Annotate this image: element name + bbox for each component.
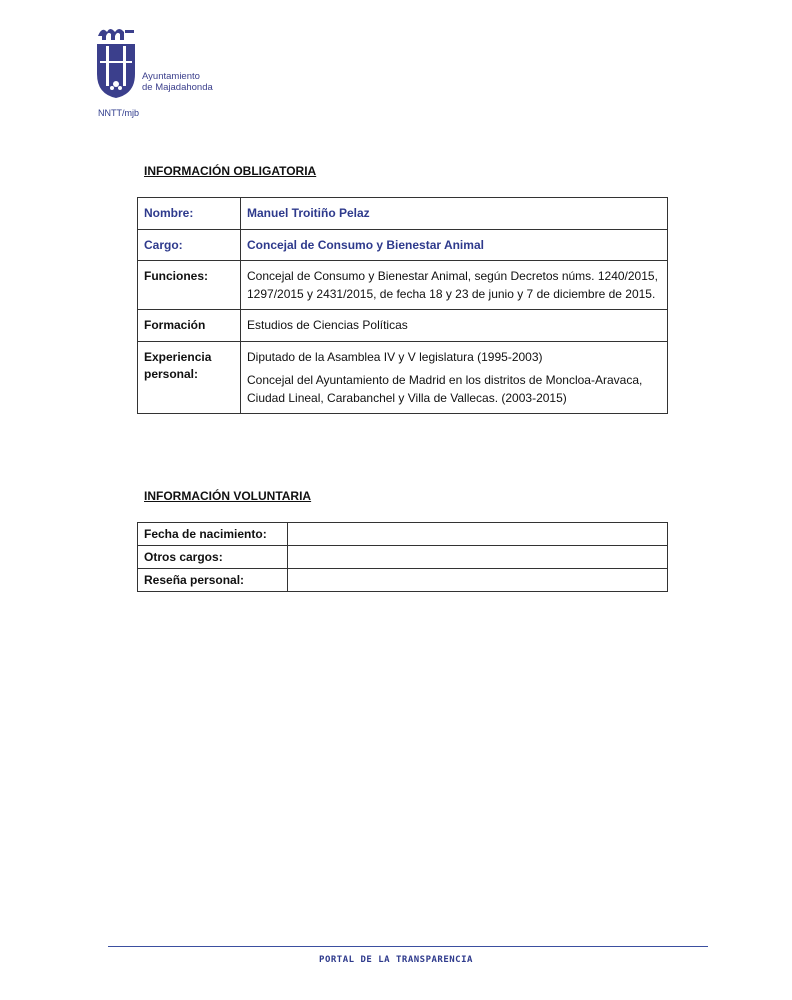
experience-line: Diputado de la Asamblea IV y V legislatura (1995-2003) bbox=[247, 349, 543, 364]
position-value: Concejal de Consumo y Bienestar Animal bbox=[241, 229, 668, 261]
name-label: Nombre: bbox=[138, 198, 241, 230]
voluntary-info-table bbox=[137, 522, 668, 592]
functions-label: Funciones: bbox=[138, 261, 241, 310]
experience-label: Experiencia personal: bbox=[138, 341, 241, 414]
functions-value: Concejal de Consumo y Bienestar Animal, según Decretos núms. 1240/2015, 1297/2015 y 2431/2015, de fecha 18 y 23 de junio y 7 de diciembre de 2015. bbox=[241, 261, 668, 310]
header-logo bbox=[94, 22, 224, 102]
footer-divider bbox=[108, 946, 708, 947]
birth-date-label: Fecha de nacimiento: bbox=[138, 523, 288, 546]
org-name-line1: Ayuntamiento bbox=[142, 71, 200, 82]
education-label: Formación bbox=[138, 310, 241, 342]
birth-date-value bbox=[288, 523, 668, 546]
other-positions-value bbox=[288, 546, 668, 569]
personal-summary-label: Reseña personal: bbox=[138, 569, 288, 592]
table-row bbox=[138, 229, 668, 261]
majadahonda-coat-of-arms-icon bbox=[94, 22, 138, 100]
org-name-line2: de Majadahonda bbox=[142, 81, 213, 93]
voluntary-info-title: INFORMACIÓN VOLUNTARIA bbox=[144, 489, 312, 503]
document-reference: NNTT/mjb bbox=[98, 108, 139, 118]
education-value: Estudios de Ciencias Políticas bbox=[241, 310, 668, 342]
mandatory-info-table bbox=[137, 197, 668, 414]
position-label: Cargo: bbox=[138, 229, 241, 261]
experience-value bbox=[241, 341, 668, 414]
other-positions-label: Otros cargos: bbox=[138, 546, 288, 569]
table-row bbox=[138, 546, 668, 569]
personal-summary-value bbox=[288, 569, 668, 592]
table-row bbox=[138, 198, 668, 230]
table-row bbox=[138, 523, 668, 546]
name-value: Manuel Troitiño Pelaz bbox=[241, 198, 668, 230]
table-row bbox=[138, 569, 668, 592]
experience-line: Concejal del Ayuntamiento de Madrid en los distritos de Moncloa-Aravaca, Ciudad Lineal, Carabanchel y Villa de Vallecas. (2003-2015) bbox=[247, 373, 643, 405]
footer-portal-title: PORTAL DE LA TRANSPARENCIA bbox=[319, 955, 473, 965]
org-name bbox=[142, 72, 213, 93]
table-row bbox=[138, 261, 668, 310]
mandatory-info-title: INFORMACIÓN OBLIGATORIA bbox=[144, 164, 317, 178]
table-row bbox=[138, 341, 668, 414]
table-row bbox=[138, 310, 668, 342]
